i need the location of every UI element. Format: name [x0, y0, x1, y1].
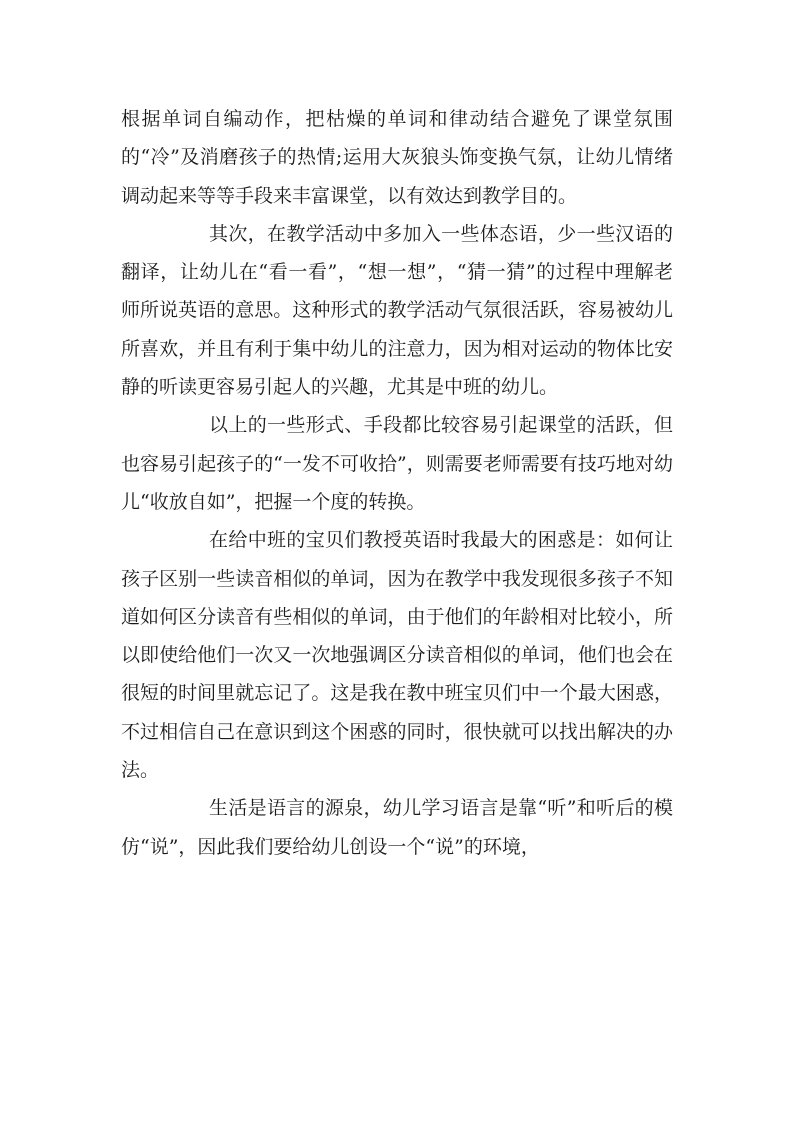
- paragraph-5: 生活是语言的源泉，幼儿学习语言是靠“听”和听后的模仿“说”，因此我们要给幼儿创设一个“说”的环境，: [121, 797, 673, 858]
- paragraph-2: 其次，在教学活动中多加入一些体态语，少一些汉语的翻译，让幼儿在“看一看”，“想一想”，“猜一猜”的过程中理解老师所说英语的意思。这种形式的教学活动气氛很活跃，容易被幼儿所喜欢，并且有利于集中幼儿的注意力，因为相对运动的物体比安静的听读更容易引起人的兴趣，尤其是中班的幼儿。: [121, 222, 673, 399]
- paragraph-3: 以上的一些形式、手段都比较容易引起课堂的活跃，但也容易引起孩子的“一发不可收拾”，则需要老师需要有技巧地对幼儿“收放自如”，把握一个度的转换。: [121, 414, 673, 513]
- document-body: [121, 100, 673, 866]
- paragraph-1: 根据单词自编动作，把枯燥的单词和律动结合避免了课堂氛围的“冷”及消磨孩子的热情;运用大灰狼头饰变换气氛，让幼儿情绪调动起来等等手段来丰富课堂，以有效达到教学目的。: [121, 108, 673, 207]
- paragraph-4: 在给中班的宝贝们教授英语时我最大的困惑是：如何让孩子区别一些读音相似的单词，因为在教学中我发现很多孩子不知道如何区分读音有些相似的单词，由于他们的年龄相对比较小，所以即使给他们一次又一次地强调区分读音相似的单词，他们也会在很短的时间里就忘记了。这是我在教中班宝贝们中一个最大困惑，不过相信自己在意识到这个困惑的同时，很快就可以找出解决的办法。: [121, 529, 673, 782]
